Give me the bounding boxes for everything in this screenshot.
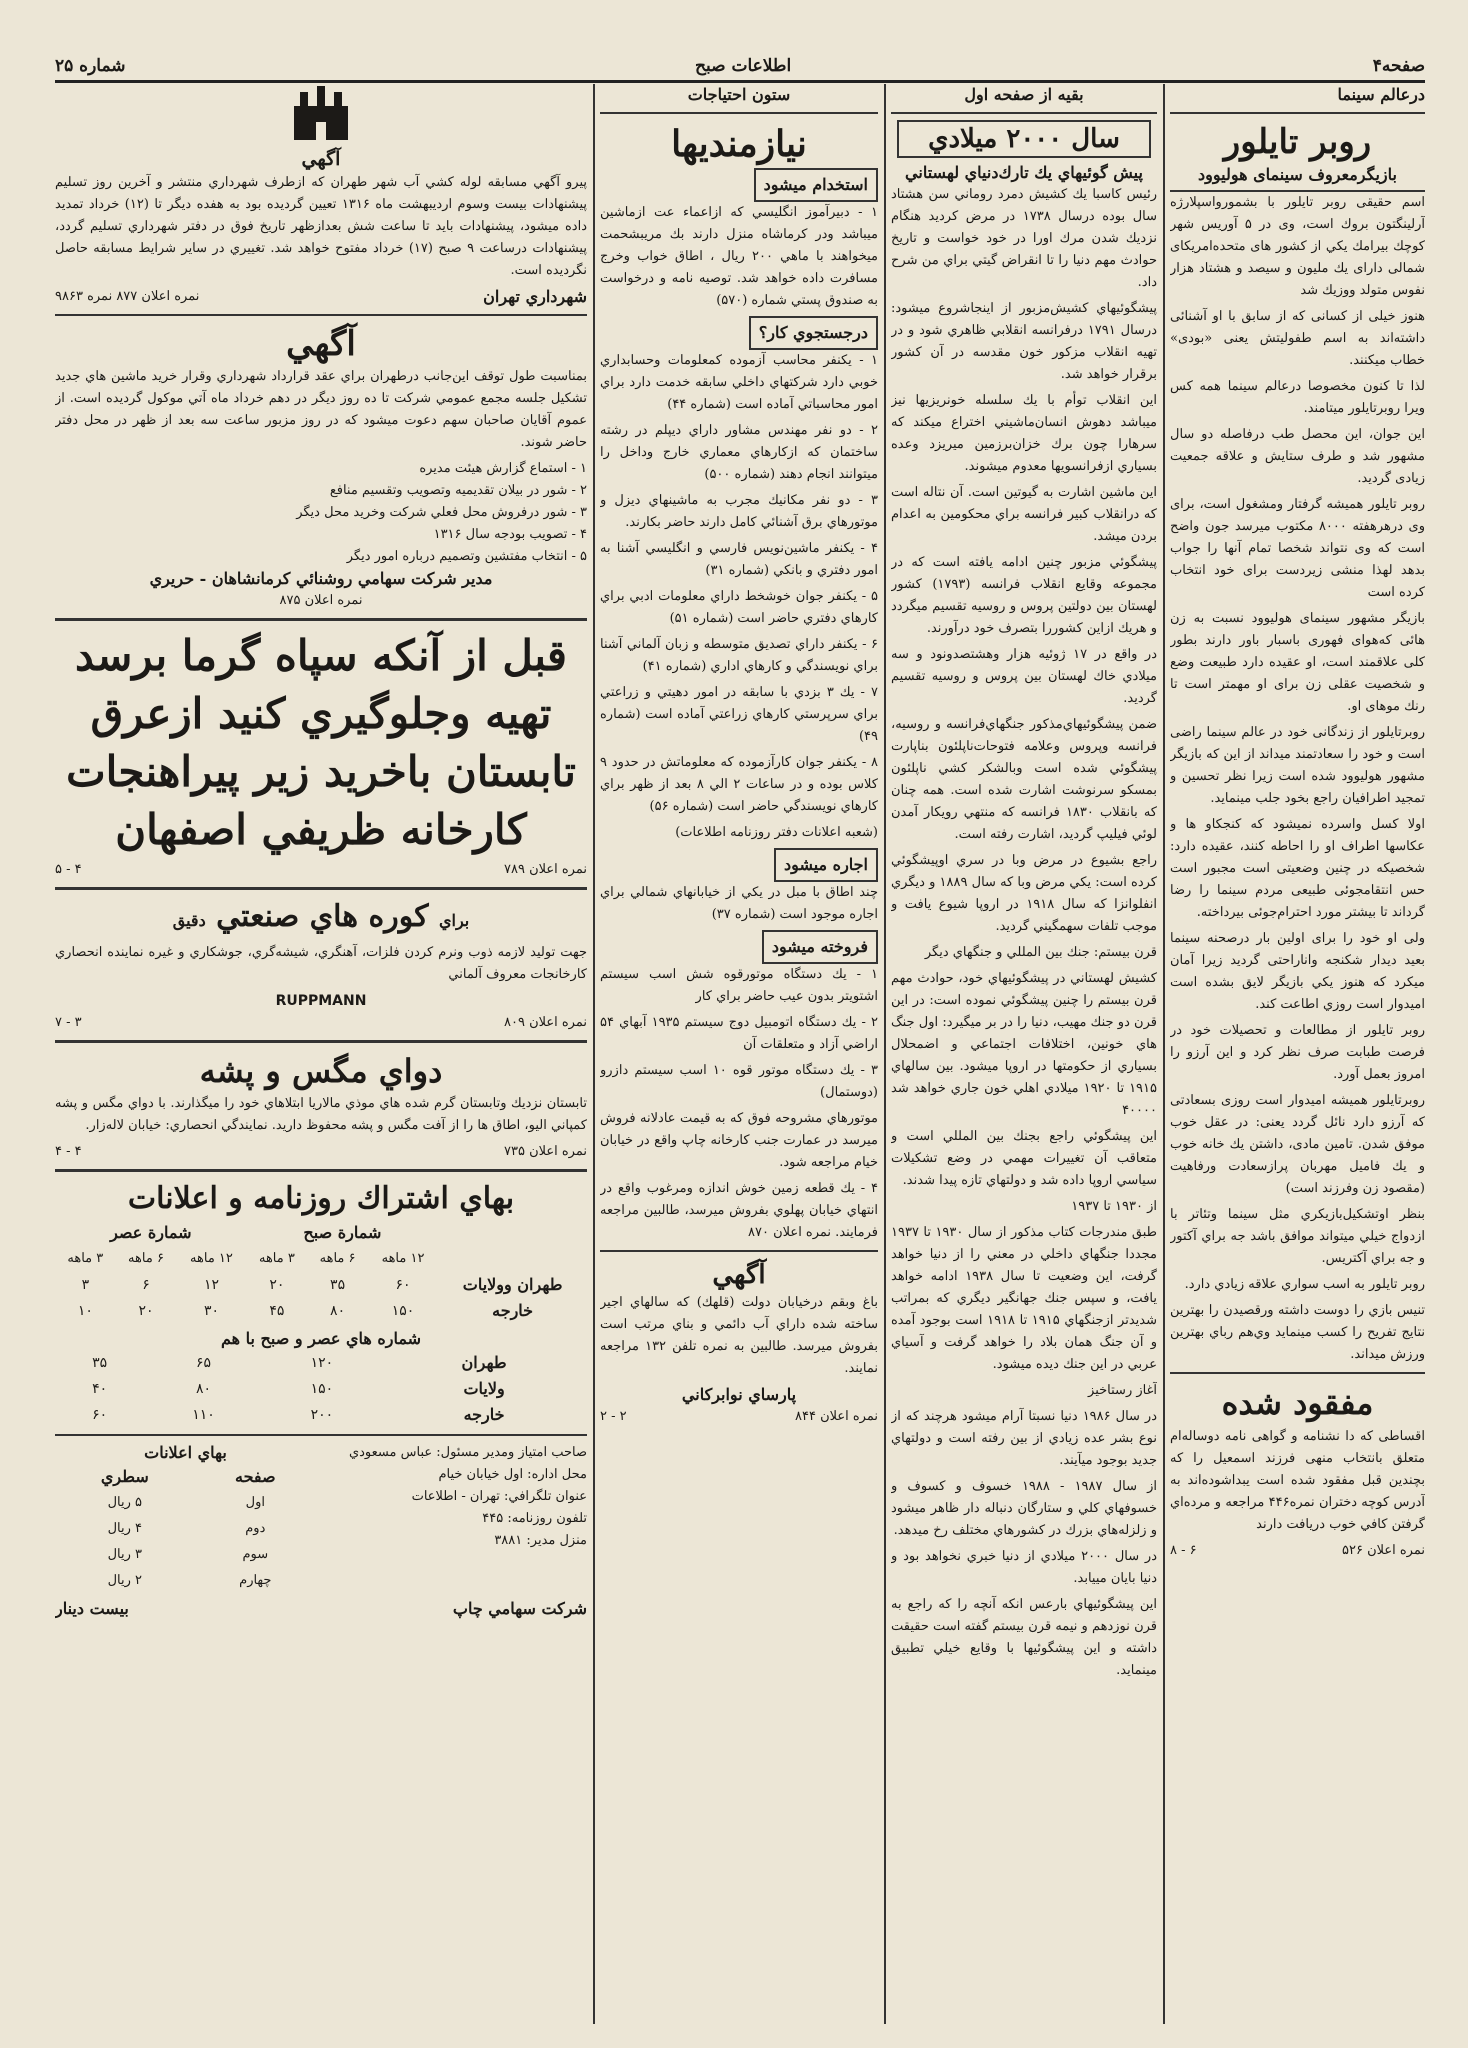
ad-prices (55, 1442, 316, 1594)
prophecy-column (891, 84, 1157, 2024)
notices-column (55, 84, 587, 2024)
paragraph: اولا کسل واسرده نمیشود که کنجکاو ها و عکاسها اطراف او را احاطه کنند، عقیده دارد: شخصیکه در چنین وضعیتی است مجبور است حس انتقامجوئی طبیعی مردم سینما را رضا گرداند تا بیشتر مورد احترام‌جوئی بیرداخته. (1170, 817, 1425, 920)
page-number: صفحه۴ (1372, 56, 1425, 76)
rate-value: ۱۲ (203, 1277, 219, 1293)
paragraph: پيشگوئي مزبور چنين ادامه يافته است كه در مجموعه وقايع انقلاب فرانسه (۱۷۹۳) كشور لهستان بين دولتين پروس و روسيه تقسيم ميگردد و هريك ازاين كشوررا بتصرف خود درآورند. (891, 555, 1157, 636)
masthead-line: منزل مدير: ۳۸۸۱ (494, 1533, 587, 1548)
rate-value: ۳۵ (92, 1355, 108, 1371)
kiln-brand: RUPPMANN (275, 993, 367, 1009)
classified-item: ۲ - دو نفر مهندس مشاور داراي ديپلم در رشته ساختمان كه ازكارهاي معماري خارج وداخل را ميتوانند انجام دهند (شماره ۵۰۰) (600, 423, 878, 482)
footer-block (55, 1442, 587, 1594)
paragraph: اسم حقیقی روبر تایلور با بشمورواسپلارژه آرلینگتون برو‌ك است، وی در ۵ آوریس شهر کوچك بیرامك يکي از کشور های متحده‌امریکای شمالی دارای يك مليون و سيصد و هشتاد هزار نفوس متولد ووزيك شد (1170, 195, 1425, 298)
classified-item: ۴ - يكنفر ماشين‌نويس فارسي و انگليسي آشنا به امور دفتري و بانكي (شماره ۳۱) (600, 541, 878, 578)
agenda-item: ۲ - شور در بيلان تقديميه وتصويب وتقسيم منافع (329, 483, 587, 498)
paragraph: این جوان، این محصل طب درفاصله دو سال مشهور شد و طرف ستایش و علاقه جمعیت زیادی گردید. (1170, 427, 1425, 486)
agenda-item: ۴ - تصويب بودجه سال ۱۳۱۶ (433, 527, 587, 542)
paragraph: در سال ۱۹۸۶ دنيا نسبتا آرام ميشود هرچند كه از نوع بشر عده زيادي از بين رفته است و دولتهاي جديد بوجود ميآيند. (891, 1409, 1157, 1468)
paragraph: اين انقلاب توأم با يك سلسله خونريزيها نيز ميباشد دهوش انسان‌ماشيني اختراع ميكند كه سرهارا چون برك خزان‌برزمين ميريزد وعده بسياري ازفرانسويها معدوم ميشوند. (891, 393, 1157, 474)
paragraph: روبرتایلور همیشه امیدوار است روزی بسعادتی که آرزو دارد نائل گردد یعنی: در عقل خوب موفق شدن. تامین مادی، داشتن يك خانه خوب و يك فاميل مهربان پرازسعادت ورفاهيت (مقصود زن وفرزند است) (1170, 1093, 1425, 1196)
ad-ref: نمره اعلان ۷۳۵ (503, 1144, 587, 1159)
article-title: روبر تایلور (1223, 122, 1372, 162)
masthead-line: تلفون روزنامه: ۴۴۵ (482, 1511, 587, 1526)
kiln-text: جهت توليد لازمه ذوب ونرم كردن فلزات، آهنگري، شيشه‌گري، جوشكاري و غيره نماينده انحصاري كارخانجات معروف آلماني (55, 945, 587, 982)
period-label: ۶ ماهه (319, 1251, 356, 1266)
ad-ref: نمره اعلان ۸۰۹ (503, 1015, 587, 1030)
classified-item: ۷ - يك ۳ بزدي با سابقه در امور دهيتي و زراعتي براي سرپرستي كارهاي زراعتي آماده است (شماره ۴۹) (600, 685, 878, 744)
paragraph: اين پيشگوئي راجع بجنك بين المللي است و متعاقب آن تغييرات مهمي در وضع تشكيلات سياسي اروپا داده شد و دولتهاي تازه پيدا شدند. (891, 1129, 1157, 1188)
rate-value: ۱۰ (77, 1303, 93, 1319)
classifieds-title: نيازمنديها (671, 123, 807, 165)
ad-price-cell: ۲ ريال (107, 1573, 143, 1588)
classified-heading: فروخته ميشود (762, 930, 878, 964)
combined-head: شماره هاي عصر و صبح با هم (220, 1329, 422, 1348)
column-divider (593, 84, 595, 2024)
rate-value: ۸۰ (330, 1303, 346, 1319)
paragraph: راجع بشيوع در مرض وبا در سري اوپيشگوئي كرده است: يكي مرض وبا كه سال ۱۸۸۹ و ديگري انفلوانزا كه سال ۱۹۱۸ در اروپا شيوع يافت و موجب تلفات سهمگيني گرديد. (891, 853, 1157, 934)
ad-price-cell: ۳ ريال (107, 1547, 143, 1562)
paragraph: ضمن پيشگوئيهاي‌مذكور جنگهاي‌فرانسه و روسيه، فرانسه وپروس وعلامه فتوحات‌ناپلئون بناپارت پيشگوئي شده است وبالشكر كشي ناپلئون بمسكو سرنوشت اشارت شده است. همه چنان كه بانقلاب ۱۸۳۰ فرانسه كه منتهي رويكار آمدن لوئي فيليپ گرديد، اشارت رفته است. (891, 717, 1157, 842)
lost-code: ۶ - ۸ (1170, 1543, 1197, 1558)
section-label: ستون احتياجات (687, 85, 791, 104)
rate-value: ۴۰ (92, 1381, 108, 1397)
paragraph: رئيس کاسبا يك كشيش دمرد روماني سن هشتاد سال بوده درسال ۱۷۳۸ در مرض كرديد هنگام نزديك شدن مرك اورا در خود خواست و تاريخ حوادث مهم دنيا را تا انقراض گيتي براي من شرح داد. (891, 187, 1157, 290)
notice-text: پيرو آگهي مسابقه لوله كشي آب شهر طهران كه ازطرف شهرداري منتشر و آخرين روز تسليم پيشنهادات بيست وسوم اردیبهشت ماه ۱۳۱۶ تعيين گرديده بود به هفده ديگر تا (۱۲) خرداد تمديد داده ميشود، پيشنهادات بايد تا ساعت شش بعدازظهر تاريخ فوق در دفتر شهرداري تسليم گردد، پيشنهادات درساعت ۹ صبح (۱۷) خرداد مفتوح خواهد شد. تغييري در ساير شرايط مسابقه حاصل نگرديده است. (55, 175, 587, 278)
classified-item: ۳ - دو نفر مكانيك مجرب به ماشينهاي ديزل و موتورهاي برق آشنائي كامل دارند حاضر بكارند. (600, 493, 878, 530)
ad-code: ۳ - ۷ (55, 1015, 82, 1030)
ad-prices-title: بهاي اعلانات (144, 1443, 227, 1462)
summer-underwear-ad: قبل از آنكه سپاه گرما برسد تهيه وجلوگيري كنيد ازعرق تابستان باخريد زير پيراهنجات كارخانه ظريفي اصفهان (66, 631, 576, 854)
paper-name: اطلاعات صبح (695, 56, 792, 76)
ad-title: آگهي (712, 1260, 766, 1290)
morning-head: شمارة صبح (303, 1223, 382, 1242)
ad-text: باغ وبقم درخيابان دولت (قلهك) كه سالهاي اجير ساخته شده داراي آب دائمي و بناي مرتب است بفروش ميرسد. طالبين به نمره تلفن ۱۳۲ مراجعه نمايند. (600, 1295, 878, 1376)
paragraph: ولی او خود را برای اولین بار درصحنه سینما بعید دیدار شکنجه واناراحتی گردید زیرا آمان میکرد که هنوز يكي بازیگر لایق بشده است امیدوار است روزي اطاعت کند. (1170, 931, 1425, 1012)
ad-price-row (55, 1490, 316, 1516)
article-body (891, 184, 1157, 1682)
ad-code: ۴ - ۵ (55, 862, 82, 877)
paragraph: هنوز خیلی از کسانی که از سابق با او آشنائی داشته‌اند به اسم طفولیتش یعنی «بودی» خطاب میکنند. (1170, 309, 1425, 368)
paragraph: بنظر اوتشكيل‌بازيكري مثل سينما وتئاتر با ازدواج خيلي ميتواند موافق باشد جه براي آكتور و جه براي آكتريس. (1170, 1207, 1425, 1266)
rate-value: ۶۰ (92, 1407, 108, 1423)
article-title: سال ۲۰۰۰ ميلادي (897, 120, 1151, 158)
notice-text: بمناسبت طول توقف اين‌جانب درطهران براي عقد قرارداد شهرداري وقرار خريد ماشين هاي جديد تشكيل جلسه مجمع عمومي شركت تا ده روز ديگر در دهم خرداد ماه آتي موكول گرديده است. از عموم آقايان صاحبان سهم دعوت ميشود كه در روز مزبور ساعت سه بعد از ظهر در محل دفتر حاضر شوند. (55, 369, 587, 450)
paragraph: در سال ۲۰۰۰ ميلادي از دنيا خبري نخواهد بود و دنيا بايان مييابد. (891, 1549, 1157, 1586)
page-header (55, 52, 1425, 83)
rate-value: ۲۰۰ (310, 1407, 334, 1423)
agenda-item: ۱ - استماع گزارش هيئت مديره (419, 461, 587, 476)
combined-row-label: ولايات (463, 1379, 505, 1398)
ad-price-head-cell: سطري (100, 1467, 149, 1486)
ad-ref: نمره اعلان ۷۸۹ (503, 862, 587, 877)
ad-price-row (55, 1568, 316, 1594)
classified-heading: درجستجوي كار؟ (749, 316, 878, 350)
combined-row-label: طهران (461, 1353, 507, 1372)
column-divider (884, 84, 886, 2024)
paragraph: روبرتایلور از زندگانی خود در عالم سینما راضی است و خود را سعادتمند میداند از این که بازیگر مشهور هولیوود شده است زیرا نظر تحسین و تمجید اطرافیان راجع بخود جلب مینماید. (1170, 725, 1425, 806)
kiln-post: دقيق (172, 911, 206, 930)
issue-number: شماره ۲۵ (55, 56, 126, 76)
ad-price-row (55, 1542, 316, 1568)
notice-ref: نمره اعلان ۸۷۵ (279, 593, 363, 608)
ad-signature: پارساي نوابركاني (681, 1385, 797, 1404)
ad-price-cell: اول (245, 1495, 265, 1510)
rate-value: ۴۵ (269, 1303, 285, 1319)
rate-value: ۱۵۰ (310, 1381, 334, 1397)
classified-item: ۶ - يكنفر داراي تصديق متوسطه و زبان آلماني آشنا براي نويسندگي و كارهاي اداري (شماره ۴۱) (600, 637, 878, 674)
classifieds-body (600, 168, 878, 1244)
classified-item: ۱ - يكنفر محاسب آزموده كمعلومات وحسابداري خوبي دارد شركتهاي داخلي سابقه خدمت دارد براي امور محاسباتي آماده است (شماره ۴۴) (600, 353, 878, 412)
paragraph: از سال ۱۹۸۷ - ۱۹۸۸ خسوف و كسوف و خسوفهاي كلي و ستارگان دنباله دار ظاهر ميشود و زلزله‌هاي بزرك در كشورهاي مختلف رخ ميدهد. (891, 1479, 1157, 1538)
agenda-item: ۵ - انتخاب مفتشين وتصميم درباره امور ديگر (346, 549, 587, 564)
cinema-column (1170, 84, 1425, 2024)
paragraph: تنيس بازي را دوست داشته ورقصيدن را بهترين نتايج تفريح را كسب مينمايد وي‌هم رباي بهترين ورزش ميداند. (1170, 1303, 1425, 1362)
rates-row-label: طهران وولايات (462, 1275, 563, 1294)
ad-price-cell: چهارم (239, 1573, 272, 1588)
paragraph: در واقع در ۱۷ ژوئيه هزار وهشتصدونود و سه ميلادي خاك لهستان بين پروس و روسيه تقسيم گرديد. (891, 647, 1157, 706)
period-label: ۶ ماهه (128, 1251, 164, 1266)
classified-heading: استخدام ميشود (754, 168, 878, 202)
rates-row-label: خارجه (492, 1301, 534, 1320)
ad-price-row (55, 1516, 316, 1542)
ad-price-cell: سوم (242, 1547, 269, 1562)
rate-value: ۱۵۰ (391, 1303, 415, 1319)
classified-item: ۸ - يكنفر جوان كارآزموده كه معلوماتش در حدود ۹ كلاس بوده و در ساعات ۲ الي ۸ بعد از ظهر براي كارهاي نويسندگي حاضر است (شماره ۵۶) (600, 755, 878, 814)
paragraph: از ۱۹۳۰ تا ۱۹۳۷ (1071, 1199, 1157, 1214)
ad-price-cell: دوم (245, 1521, 266, 1536)
rate-value: ۱۲۰ (310, 1355, 334, 1371)
rate-value: ۶۰ (395, 1277, 411, 1293)
agenda-item: ۳ - شور درفروش محل فعلي شركت وخريد محل ديگر (296, 505, 587, 520)
paragraph: اين پيشگوئيهاي بارعس انكه آنچه را كه راجع به قرن نوزدهم و نيمه قرن بيستم گفته است حقيقت داشته و اين پيشگوئيها با وقايع خيلي تطبيق مينمايد. (891, 1597, 1157, 1678)
kiln-title: كوره هاي صنعتي (216, 899, 429, 934)
ad-ref: نمره اعلان ۸۴۴ (794, 1409, 878, 1424)
notice-ref: نمره اعلان ۸۷۷ نمره ۹۸۶۳ (55, 289, 200, 304)
period-label: ۳ ماهه (67, 1251, 104, 1266)
rate-value: ۱۱۰ (192, 1407, 215, 1423)
agenda-list (55, 458, 587, 568)
fly-title: دواي مگس و پشه (199, 1052, 443, 1090)
paragraph: طبق مندرجات كتاب مذكور از سال ۱۹۳۰ تا ۱۹۳۷ مجددا جنگهاي داخلي در معني را از دنيا خواهد گرفت، اين وضعيت تا سال ۱۹۳۸ ادامه خواهد يافت، و سپس جنك جهانگير ديگري كه بمراتب شديدتر ازجنگهاي ۱۹۱۵ تا ۱۹۱۸ است بوجود آمده و آن جنگ همان بلاد را خواهد گرفت و آسياي عربي در اين جنك ديده ميشود. (891, 1225, 1157, 1372)
lost-title: مفقود شده (1221, 1384, 1374, 1422)
period-label: ۳ ماهه (258, 1251, 295, 1266)
paragraph: كشيش لهستاني در پيشگوئيهاي خود، حوادث مهم قرن بيستم را چنين پيشگوئي نموده است: در اين قرن دو جنك مهيب، دنيا را در بر ميگيرد: اول جنگ هاي خونين، اختلافات اجتماعي و اضمحلال بسياري از حكومتها در اروپا ميشود. بين سالهاي ۱۹۱۵ تا ۱۹۲۰ ميلادي اهلي خون جاري خواهد شد ۴۰۰۰۰ (891, 971, 1157, 1118)
rate-value: ۸۰ (195, 1381, 212, 1397)
lost-text: اقساطی که دا نشنامه و گواهی نامه دوساله‌ام متعلق بانتخاب منهی فرزند اسمعیل را كه بچندين قبل مفقود شده است يبداشوده‌اند به آدرس كوچه دختران نمره۴۴۶ مراجعه و مرده‌اي گرفتن كافي خوب دريافت دارند (1170, 1429, 1425, 1532)
paragraph: روبر تايلور به اسب سواري علاقه زيادي دارد. (1184, 1277, 1425, 1292)
notice-title: آگهي (286, 324, 356, 364)
paragraph: اين ماشين اشارت به گيوتين است. آن نتاله است كه درانقلاب كبير فرانسه براي محكومين به اعدام بردن ميشد. (891, 485, 1157, 544)
period-label: ۱۲ ماهه (190, 1251, 233, 1266)
rate-value: ۲۰ (269, 1277, 285, 1293)
notice-title: آگهي (301, 148, 341, 170)
period-label: ۱۲ ماهه (381, 1251, 425, 1266)
ad-code: ۴ - ۴ (55, 1144, 82, 1159)
rates-row (55, 1298, 587, 1324)
classified-item: ۱ - دبيرآموز انگليسي كه ازاعماء عت ازماشين ميباشد ودر كرماشاه منزل دارند بك مريبشحمت ميخواهند با ماهي ۲۰۰ ريال ، اطاق خواب وخرج مسافرت داده خواهد شد. توصيه نامه و درخواست به صندوق پستي شماره (۵۷۰) (600, 205, 878, 308)
paragraph: بازیگر مشهور سینمای هولیوود نسبت به زن هائی که‌هوای فهوری باسبار باور دارند بطور کلی علاقمند است، او عقیده دارد طبیعت وضع و شخصیت عقلی زن برای او مهمتر است تا رنك موهای او. (1170, 611, 1425, 714)
single-price: بيست دينار (55, 1599, 129, 1618)
article-body (1170, 192, 1425, 1366)
notice-signature: مدير شركت سهامي روشنائي كرمانشاهان - حريري (149, 569, 493, 588)
combined-row (55, 1402, 587, 1428)
rate-value: ۳۵ (330, 1277, 346, 1293)
paragraph: لذا تا کنون مخصوصا درعالم سینما همه کس ویرا روبرتایلور میتامند. (1170, 379, 1425, 416)
classified-item: ۲ - يك دستگاه اتومبيل دوج سيستم ۱۹۳۵ آبهاي ۵۴ اراضي آزاد و متعلقات آن (600, 1015, 878, 1052)
classified-item: ۱ - يك دستگاه موتورقوه شش اسب سيستم اشتويتر بدون عيب حاضر براي كار (600, 967, 878, 1004)
masthead-line: صاحب امتياز ومدير مسئول: عباس مسعودي (348, 1445, 587, 1460)
classified-item: چند اطاق با مبل در يكي از خيابانهاي شمالي براي اجاره موجود است (شماره ۳۷) (600, 885, 878, 922)
rate-value: ۲۰ (138, 1303, 154, 1319)
masthead-line: عنوان تلگرافي: تهران - اطلاعات (411, 1489, 587, 1504)
paragraph: قرن بيستم: جنك بين المللي و جنگهاي ديگر (924, 945, 1157, 960)
classified-item: ۳ - يك دستگاه موتور قوه ۱۰ اسب سيستم دازرو (دوستمال) (600, 1063, 878, 1100)
ad-price-head-cell: صفحه (235, 1467, 276, 1486)
column-divider (1163, 84, 1165, 2024)
ad-price-table (55, 1464, 316, 1594)
combined-table (55, 1350, 587, 1428)
kiln-headline (55, 896, 587, 942)
article-subtitle: پيش گوئيهاي يك تارك‌دنياي لهستاني (905, 163, 1143, 182)
rates-title: بهاي اشتراك روزنامه و اعلانات (127, 1181, 515, 1216)
combined-row (55, 1376, 587, 1402)
masthead-line: محل اداره: اول خيابان خيام (438, 1467, 587, 1482)
classified-item: ۵ - يكنفر جوان خوشخط داراي معلومات ادبي براي كارهاي دفتري حاضر است (شماره ۵۱) (600, 589, 878, 626)
ad-price-cell: ۴ ريال (107, 1521, 143, 1536)
period-spacer (438, 1246, 587, 1272)
rate-value: ۶۵ (195, 1355, 212, 1371)
rate-value: ۶ (142, 1277, 150, 1293)
paragraph: روبر تايلور از مطالعات و تحصيلات خود در فرصت طبابت صرف نظر كرد و اين آرزو را امروز بعمل آورد. (1170, 1023, 1425, 1082)
combined-row-label: خارجه (463, 1405, 505, 1424)
municipality-emblem-icon (286, 84, 356, 146)
rate-value: ۳۰ (203, 1303, 219, 1319)
subscription-table (55, 1220, 587, 1324)
classified-item: ۴ - يك قطعه زمين خوش اندازه ومرغوب واقع در انتهاي خيابان پهلوي بفروش ميرسد، طالبين مراجعه فرمايند. نمره اعلان ۸۷۰ (600, 1181, 878, 1240)
combined-row (55, 1350, 587, 1376)
classified-item: موتورهاي مشروحه فوق كه به قيمت عادلانه فروش ميرسد در عمارت جنب كارخانه چاپ واقع در خيابان خيام مراجعه شود. (600, 1111, 878, 1170)
ad-price-head (55, 1464, 316, 1490)
paragraph: روبر تایلور همیشه گرفتار ومشغول است، برای وی درهرهفته ۸۰۰۰ مکتوب میرسد جون واضح است که وی نتواند شخصا تمام آنها را جواب بدهد لهذا منشی زیردست برای خود انتخاب کرده است (1170, 497, 1425, 600)
fly-text: تابستان نزديك وتابستان گرم شده هاي موذي مالاريا ابتلا‌هاي خود را ميگذارند. با دواي مگس و پشه كمپاني اليو، اطاق ها را از آفت مگس و پشه محفوظ داريد. نمايندگي انحصاري: خيابان لاله‌زار. (55, 1096, 587, 1133)
ad-price-cell: ۵ ريال (107, 1495, 143, 1510)
rate-value: ۳ (81, 1277, 90, 1293)
article-subtitle: بازیگرمعروف سینمای هولیوود (1170, 164, 1425, 192)
paragraph: پيشگوئيهاي كشيش‌مزبور از اينجاشروع ميشود: درسال ۱۷۹۱ درفرانسه انقلابي ظاهري شود و در تهيه انقلاب مزكور خون مقدسه در آن كشور برقرار خواهد شد. (891, 301, 1157, 382)
masthead (326, 1442, 587, 1594)
classified-heading: اجاره ميشود (774, 848, 878, 882)
classifieds-column (600, 84, 878, 2024)
notice-signature: شهرداري تهران (483, 287, 587, 306)
classified-item: (شعبه اعلانات دفتر روزنامه اطلاعات) (675, 825, 878, 840)
kiln-pre: براي (438, 911, 470, 930)
evening-head: شمارة عصر (110, 1223, 192, 1242)
printer: شركت سهامي چاپ (452, 1599, 587, 1618)
lost-ref: نمره اعلان ۵۲۶ (1341, 1543, 1425, 1558)
rates-row (55, 1272, 587, 1298)
continuation-label: بقيه از صفحه اول (964, 85, 1084, 104)
paragraph: آغاز رستاخيز (1088, 1383, 1157, 1398)
section-label: درعالم سینما (1337, 85, 1425, 104)
ad-code: ۲ - ۲ (600, 1409, 627, 1424)
